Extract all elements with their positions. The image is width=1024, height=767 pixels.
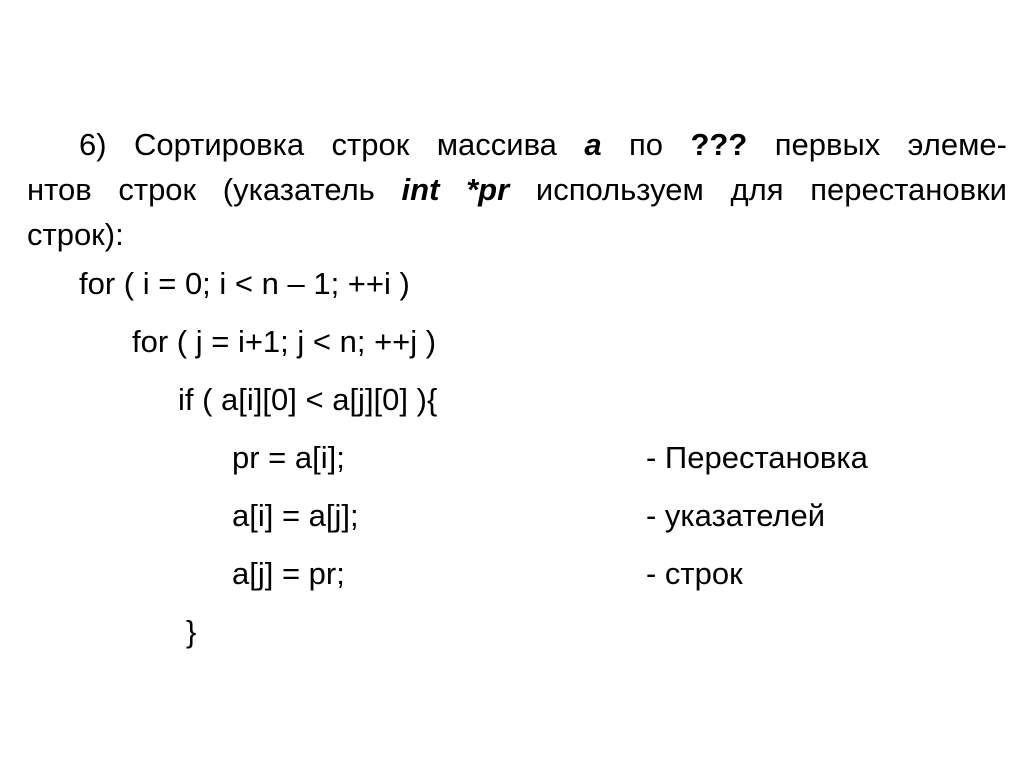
description-text: 6) Сортировка строк массива	[79, 127, 585, 162]
comment-swap: - Перестановка	[646, 440, 868, 475]
description-text: нтов строк (указатель	[27, 172, 402, 207]
swap-statement-3: a[j] = pr;	[232, 556, 345, 591]
description-text: по	[629, 127, 691, 162]
if-statement: if ( a[i][0] < a[j][0] ){	[178, 382, 438, 417]
swap-statement-2: a[i] = a[j];	[232, 498, 359, 533]
comment-rows: - строк	[646, 556, 743, 591]
task-description	[27, 122, 1007, 257]
description-text: первых элеме-	[774, 127, 1007, 162]
comment-pointers: - указателей	[646, 498, 826, 533]
unknown-count: ???	[690, 127, 748, 162]
outer-for-loop: for ( i = 0; i < n – 1; ++i )	[79, 266, 410, 301]
array-name: a	[584, 127, 602, 162]
description-line-1	[27, 122, 1007, 167]
description-text: используем для перестановки	[535, 172, 1007, 207]
description-line-3: строк):	[27, 217, 124, 252]
inner-for-loop: for ( j = i+1; j < n; ++j )	[132, 324, 437, 359]
swap-statement-1: pr = a[i];	[232, 440, 345, 475]
description-line-2	[27, 167, 1007, 212]
closing-brace: }	[186, 614, 197, 649]
pointer-declaration: int *pr	[401, 172, 510, 207]
